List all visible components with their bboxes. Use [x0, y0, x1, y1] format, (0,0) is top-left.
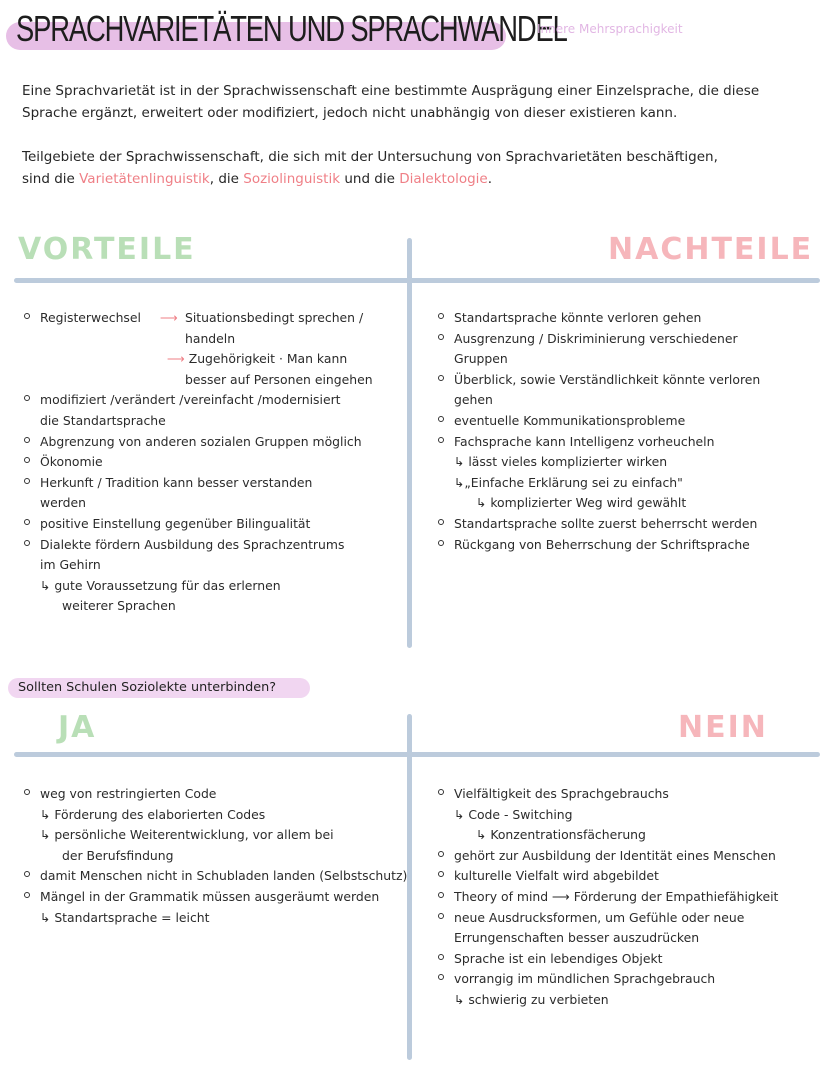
pros-heading: VORTEILE [18, 232, 196, 267]
list-item: Mängel in der Grammatik müssen ausgeräumt werden [22, 887, 407, 908]
list-item: gehen [454, 392, 493, 408]
list-item: handeln [185, 330, 236, 346]
list-item: gehört zur Ausbildung der Identität eines Menschen [436, 846, 778, 867]
list-item [22, 349, 373, 370]
term-soziolinguistik: Soziolinguistik [243, 171, 341, 187]
list-item: ↳ persönliche Weiterentwicklung, vor allem bei [40, 827, 334, 843]
pros-list [22, 308, 373, 617]
intro-line: Eine Sprachvarietät ist in der Sprachwissenschaft eine bestimmte Ausprägung einer Einzelsprache, die diese [22, 83, 760, 99]
intro-text: . [487, 171, 493, 187]
intro-text: , die [209, 171, 239, 187]
list-item: Errungenschaften besser auszudrücken [454, 930, 700, 946]
list-item: besser auf Personen eingehen [185, 371, 373, 387]
list-item: Sprache ist ein lebendiges Objekt [436, 949, 778, 970]
list-item: Überblick, sowie Verständlichkeit könnte verloren [436, 370, 760, 391]
list-item: modifiziert /verändert /vereinfacht /modernisiert [22, 390, 373, 411]
list-item: Theory of mind ⟶ Förderung der Empathiefähigkeit [436, 887, 778, 908]
list-item: weg von restringierten Code [22, 784, 407, 805]
list-item: Standartsprache sollte zuerst beherrscht werden [436, 514, 760, 535]
list-item: ↳ Konzentrationsfächerung [476, 827, 646, 843]
divider-vertical [407, 714, 412, 1060]
list-item: Ausgrenzung / Diskriminierung verschiedener [436, 329, 760, 350]
list-item: ↳ Förderung des elaborierten Codes [40, 806, 266, 822]
list-item: Rückgang von Beherrschung der Schriftsprache [436, 535, 760, 556]
intro-text: und die [344, 171, 395, 187]
intro-line [22, 168, 812, 190]
intro-line: Sprache ergänzt, erweitert oder modifiziert, jedoch nicht unabhängig von dieser existieren kann. [22, 105, 678, 121]
list-item: im Gehirn [40, 557, 101, 573]
yes-heading: JA [58, 710, 97, 745]
question-text: Sollten Schulen Soziolekte unterbinden? [18, 680, 277, 695]
list-item: die Standartsprache [40, 412, 166, 428]
list-item: ↳ Code - Switching [454, 806, 573, 822]
list-item: ↳ gute Voraussetzung für das erlernen [40, 577, 281, 593]
list-item: ↳ Standartsprache = leicht [40, 909, 210, 925]
list-item: Standartsprache könnte verloren gehen [436, 308, 760, 329]
list-item: Abgrenzung von anderen sozialen Gruppen möglich [22, 432, 373, 453]
item-text: Situationsbedingt sprechen / [185, 310, 364, 325]
page-subtitle: Innere Mehrsprachigkeit [537, 22, 683, 36]
intro-paragraph-1 [22, 80, 812, 124]
list-item: Dialekte fördern Ausbildung des Sprachzentrums [22, 535, 373, 556]
cons-heading: NACHTEILE [608, 232, 814, 267]
list-item: vorrangig im mündlichen Sprachgebrauch [436, 969, 778, 990]
list-item: eventuelle Kommunikationsprobleme [436, 411, 760, 432]
term-dialektologie: Dialektologie [399, 171, 488, 187]
intro-paragraph-2 [22, 146, 812, 190]
list-item: Herkunft / Tradition kann besser verstanden [22, 473, 373, 494]
list-item: damit Menschen nicht in Schubladen landen (Selbstschutz) [22, 866, 407, 887]
intro-line: Teilgebiete der Sprachwissenschaft, die sich mit der Untersuchung von Sprachvarietäten beschäftigen, [22, 149, 718, 165]
list-item: ↳„Einfache Erklärung sei zu einfach" [454, 474, 683, 490]
arrow-icon: ⟶ [160, 310, 178, 325]
list-item: der Berufsfindung [62, 847, 174, 863]
list-item: Vielfältigkeit des Sprachgebrauchs [436, 784, 778, 805]
list-item: Gruppen [454, 351, 508, 367]
list-item: kulturelle Vielfalt wird abgebildet [436, 866, 778, 887]
item-text: Registerwechsel [40, 310, 141, 325]
cons-list [436, 308, 760, 555]
page-title: SPRACHVARIETÄTEN UND SPRACHWANDEL [16, 8, 567, 49]
list-item: neue Ausdrucksformen, um Gefühle oder neue [436, 908, 778, 929]
list-item: ↳ komplizierter Weg wird gewählt [476, 495, 687, 511]
divider-vertical [407, 238, 412, 648]
list-item: Fachsprache kann Intelligenz vorheucheln [436, 432, 760, 453]
list-item [22, 308, 373, 329]
divider-horizontal [14, 752, 820, 757]
yes-list [22, 784, 407, 928]
list-item: weiterer Sprachen [62, 598, 176, 614]
intro-text: sind die [22, 171, 75, 187]
no-heading: NEIN [678, 710, 768, 745]
no-list [436, 784, 778, 1011]
list-item: positive Einstellung gegenüber Bilingualität [22, 514, 373, 535]
list-item: ↳ lässt vieles komplizierter wirken [454, 454, 668, 470]
list-item: werden [40, 495, 86, 511]
arrow-icon: ⟶ [167, 351, 185, 367]
term-varietaetenlinguistik: Varietätenlinguistik [79, 171, 210, 187]
list-item: Ökonomie [22, 452, 373, 473]
item-text: Zugehörigkeit · Man kann [188, 351, 348, 367]
divider-horizontal [14, 278, 820, 283]
list-item: ↳ schwierig zu verbieten [454, 991, 609, 1007]
